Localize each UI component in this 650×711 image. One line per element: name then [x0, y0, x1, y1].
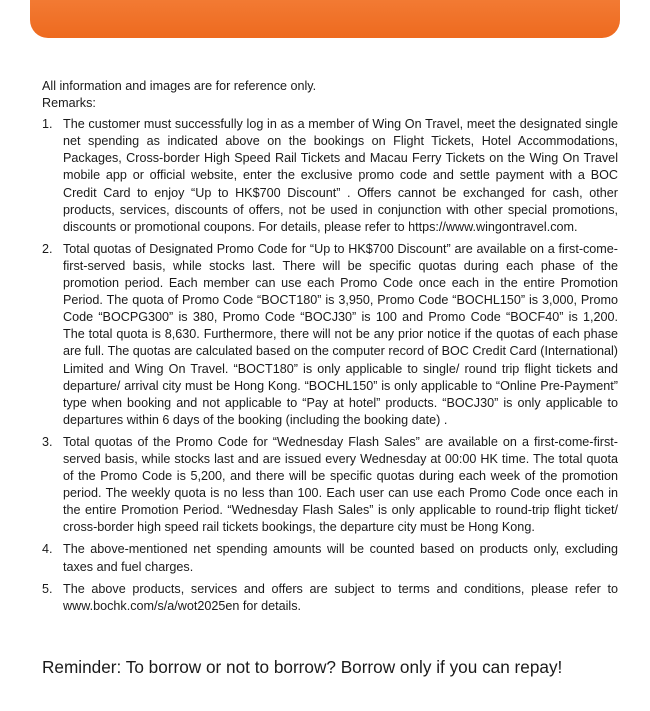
remarks-list [42, 116, 618, 615]
orange-banner [30, 0, 620, 38]
remark-number: 5. [42, 581, 53, 596]
remark-text: The above products, services and offers are subject to terms and conditions, please refer to www.bochk.com/s/a/wot2025en for details. [63, 581, 618, 613]
remark-text: The above-mentioned net spending amounts will be counted based on products only, excluding taxes and fuel charges. [63, 542, 618, 574]
remark-item-4 [42, 541, 618, 575]
remark-item-2 [42, 241, 618, 429]
disclaimer-text: All information and images are for reference only. [42, 79, 317, 93]
remark-item-5 [42, 581, 618, 615]
remark-text: Total quotas of the Promo Code for “Wednesday Flash Sales” are available on a first-come-first-served basis, while stocks last and are issued every Wednesday at 00:00 HK time. The total quota of the Promo Code is 5,200, and there will be specific quotas during each week of the promotion period. The weekly quota is no less than 100. Each user can use each Promo Code once each in the entire Promotion Period. “Wednesday Flash Sales” is only applicable to round-trip flight ticket/ cross-border high speed rail tickets bookings, the departure city must be Hong Kong. [63, 434, 618, 535]
remark-number: 2. [42, 241, 53, 256]
remark-text: The customer must successfully log in as a member of Wing On Travel, meet the designated single net spending as indicated above on the bookings on Flight Tickets, Hotel Accommodations, Packages, Cross-border High Speed Rail Tickets and Macau Ferry Tickets on the Wing On Travel mobile app or official website, enter the exclusive promo code and settle payment with a BOC Credit Card to enjoy “Up to HK$700 Discount” . Offers cannot be exchanged for cash, other products, services, discounts of offers, not be used in conjunction with other special promotions, discounts or promotional coupons. For details, please refer to https://www.wingontravel.com. [63, 117, 618, 234]
remark-number: 4. [42, 542, 53, 557]
borrowing-reminder: Reminder: To borrow or not to borrow? Borrow only if you can repay! [42, 657, 563, 677]
remark-number: 3. [42, 434, 53, 449]
remark-text: Total quotas of Designated Promo Code for “Up to HK$700 Discount” are available on a first-come-first-served basis, while stocks last. There will be specific quotas during each phase of the promotion period. Each member can use each Promo Code once each in the entire Promotion Period. The quota of Promo Code “BOCT180” is 3,950, Promo Code “BOCHL150” is 3,000, Promo Code “BOCPG300” is 380, Promo Code “BOCJ30” is 100 and Promo Code “BOCF40” is 1,200. The total quota is 8,630. Furthermore, there will not be any prior notice if the quotas of each phase are full. The quotas are calculated based on the computer record of BOC Credit Card (International) Limited and Wing On Travel. “BOCT180” is only applicable to single/ round trip flight tickets and departure/ arrival city must be Hong Kong. “BOCHL150” is only applicable to “Online Pre-Payment” type when booking and not applicable to “Pay at hotel” products. “BOCJ30” is only applicable to departures within 6 days of the booking (including the booking date) . [63, 241, 618, 427]
terms-section [42, 78, 618, 620]
remark-number: 1. [42, 117, 53, 132]
remarks-heading: Remarks: [42, 96, 96, 111]
remark-item-3 [42, 434, 618, 537]
remark-item-1 [42, 116, 618, 236]
